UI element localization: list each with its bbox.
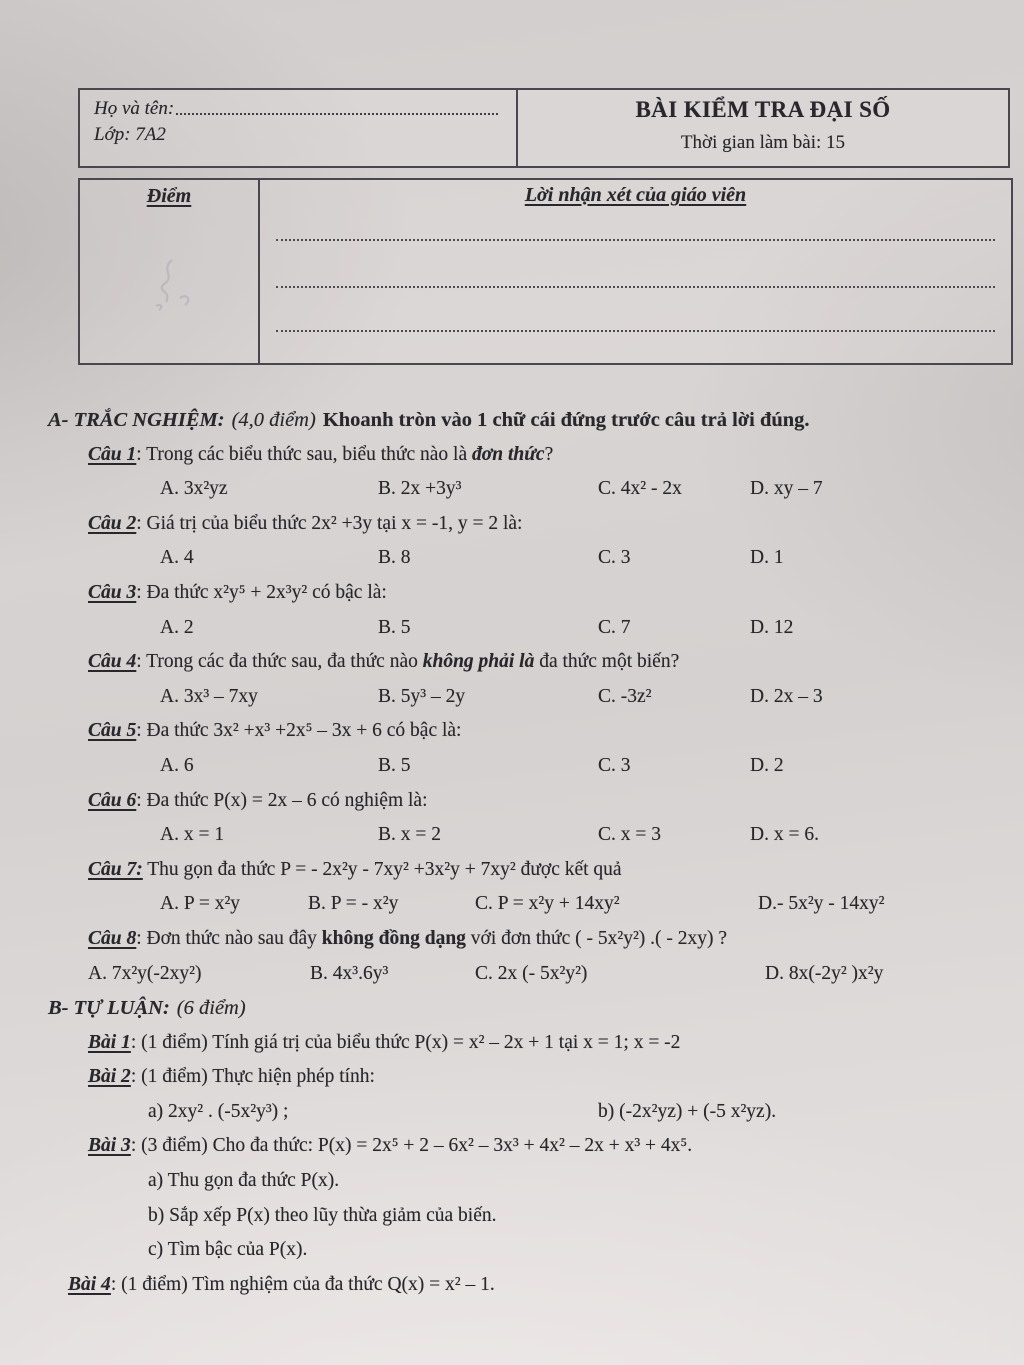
question-7 <box>88 853 1024 888</box>
problem-4-text: : (1 điểm) Tìm nghiệm của đa thức Q(x) = x² – 1. <box>110 1273 495 1295</box>
comment-label: Lời nhận xét của giáo viên <box>524 184 747 206</box>
question-6-options <box>88 818 1024 853</box>
question-7-text: Thu gọn đa thức P = - 2x²y - 7xy² +3x²y + 7xy² được kết quả <box>142 858 622 880</box>
test-body <box>0 403 1024 1302</box>
problem-3-label: Bài 3 <box>88 1135 131 1157</box>
question-4-text: : Trong các đa thức sau, đa thức nào <box>136 651 423 673</box>
option-d: D. xy – 7 <box>750 478 823 500</box>
time-limit: Thời gian làm bài: 15 <box>680 132 846 153</box>
option-b: B. 5 <box>378 616 411 638</box>
question-4-emphasis: không phải là <box>422 651 535 673</box>
question-3-text: : Đa thức x²y⁵ + 2x³y² có bậc là: <box>136 581 387 603</box>
header-table <box>78 88 1010 168</box>
option-d: D. 8x(-2y² )x²y <box>765 962 884 984</box>
problem-4 <box>68 1268 1024 1303</box>
problem-2-sub-b: b) (-2x²yz) + (-5 x²yz). <box>598 1100 777 1122</box>
question-6-label: Câu 6 <box>88 789 137 811</box>
option-d: D. 2x – 3 <box>750 685 823 707</box>
question-5 <box>88 714 1024 749</box>
option-b: B. 5 <box>378 754 411 776</box>
section-a-label: A- TRẮC NGHIỆM: <box>48 409 225 431</box>
option-c: C. -3z² <box>598 685 652 707</box>
student-info-cell <box>80 90 518 166</box>
name-dotted-line <box>176 99 498 115</box>
option-a: A. x = 1 <box>160 824 225 846</box>
option-b: B. P = - x²y <box>308 893 399 915</box>
question-5-options <box>88 749 1024 784</box>
question-1 <box>88 438 1024 473</box>
section-a-points: (4,0 điểm) <box>231 409 316 431</box>
option-c: C. x = 3 <box>598 824 662 846</box>
handwriting-mark <box>96 254 258 329</box>
problem-2-subitems <box>88 1095 1024 1130</box>
question-7-options <box>88 887 1024 922</box>
question-8-label: Câu 8 <box>88 927 137 949</box>
section-b-label: B- TỰ LUẬN: <box>48 997 170 1020</box>
problem-2-text: : (1 điểm) Thực hiện phép tính: <box>130 1066 375 1088</box>
option-b: B. 5y³ – 2y <box>378 685 466 707</box>
title-cell <box>518 90 1008 166</box>
question-6-text: : Đa thức P(x) = 2x – 6 có nghiệm là: <box>136 789 428 811</box>
option-a: A. 2 <box>160 616 194 638</box>
option-c: C. 2x (- 5x²y²) <box>475 962 588 984</box>
question-8-emphasis: không đồng dạng <box>321 927 466 949</box>
problem-2-sub-a: a) 2xy² . (-5x²y³) ; <box>148 1100 289 1122</box>
problem-3 <box>88 1129 1024 1164</box>
option-b: B. 8 <box>378 547 411 569</box>
question-4-text-post: đa thức một biến? <box>534 651 680 673</box>
question-2-text: : Giá trị của biểu thức 2x² +3y tại x = -1, y = 2 là: <box>136 512 523 534</box>
question-8-text-post: với đơn thức ( - 5x²y²) .( - 2xy) ? <box>465 927 728 949</box>
question-8-options <box>88 957 1024 992</box>
problem-4-label: Bài 4 <box>68 1273 111 1295</box>
question-3-options <box>88 611 1024 646</box>
question-1-text: : Trong các biểu thức sau, biểu thức nào là <box>136 443 473 465</box>
option-d: D. 12 <box>750 616 794 638</box>
grade-table <box>78 178 1013 365</box>
problem-3-sub-b: b) Sắp xếp P(x) theo lũy thừa giảm của biến. <box>148 1204 497 1226</box>
problem-3-sub-c: c) Tìm bậc của P(x). <box>148 1239 308 1261</box>
option-d: D. x = 6. <box>750 824 819 846</box>
question-3-label: Câu 3 <box>88 581 137 603</box>
question-1-emphasis: đơn thức <box>472 443 545 465</box>
option-a: A. 3x³ – 7xy <box>160 685 258 707</box>
option-a: A. 6 <box>160 754 194 776</box>
option-b: B. 4x³.6y³ <box>310 962 389 984</box>
document-title: BÀI KIỂM TRA ĐẠI SỐ <box>635 97 891 122</box>
name-label: Họ và tên: <box>94 98 175 119</box>
comment-cell <box>260 180 1011 363</box>
option-c: C. 4x² - 2x <box>598 478 682 500</box>
class-label: Lớp: 7A2 <box>94 124 166 145</box>
question-8-text: : Đơn thức nào sau đây <box>136 927 322 949</box>
option-c: C. 3 <box>598 754 631 776</box>
option-c: C. 3 <box>598 547 631 569</box>
option-c: C. 7 <box>598 616 631 638</box>
problem-1-label: Bài 1 <box>88 1031 131 1053</box>
score-cell <box>80 180 260 363</box>
question-7-label: Câu 7: <box>88 858 143 880</box>
section-a-instruction: Khoanh tròn vào 1 chữ cái đứng trước câu trả lời đúng. <box>322 409 810 431</box>
option-a: A. P = x²y <box>160 893 241 915</box>
option-a: A. 7x²y(-2xy²) <box>88 962 202 984</box>
problem-1 <box>88 1026 1024 1061</box>
problem-2 <box>88 1060 1024 1095</box>
option-a: A. 4 <box>160 547 194 569</box>
option-d: D. 2 <box>750 754 784 776</box>
option-c: C. P = x²y + 14xy² <box>475 893 620 915</box>
question-2 <box>88 507 1024 542</box>
name-row <box>94 98 504 120</box>
option-b: B. 2x +3y³ <box>378 478 462 500</box>
question-5-label: Câu 5 <box>88 720 137 742</box>
question-4 <box>88 645 1024 680</box>
question-1-options <box>88 472 1024 507</box>
question-5-text: : Đa thức 3x² +x³ +2x⁵ – 3x + 6 có bậc là: <box>136 720 462 742</box>
problem-1-text: : (1 điểm) Tính giá trị của biểu thức P(x) = x² – 2x + 1 tại x = 1; x = -2 <box>130 1031 681 1053</box>
dotted-line <box>276 241 995 288</box>
section-a-heading <box>48 403 1024 438</box>
dotted-line <box>276 288 995 332</box>
dotted-line <box>276 207 995 241</box>
problem-2-label: Bài 2 <box>88 1066 131 1088</box>
score-label: Điểm <box>146 185 192 207</box>
section-b-heading <box>48 991 1024 1026</box>
option-a: A. 3x²yz <box>160 478 228 500</box>
option-b: B. x = 2 <box>378 824 442 846</box>
question-2-label: Câu 2 <box>88 512 137 534</box>
question-2-options <box>88 541 1024 576</box>
problem-3-text: : (3 điểm) Cho đa thức: P(x) = 2x⁵ + 2 – 6x² – 3x³ + 4x² – 2x + x³ + 4x⁵. <box>130 1135 693 1157</box>
question-3 <box>88 576 1024 611</box>
question-4-label: Câu 4 <box>88 651 137 673</box>
question-1-text-post: ? <box>544 443 554 465</box>
question-8 <box>88 922 1024 957</box>
option-d: D.- 5x²y - 14xy² <box>758 893 885 915</box>
option-d: D. 1 <box>750 547 784 569</box>
problem-3-sub-a: a) Thu gọn đa thức P(x). <box>148 1170 340 1192</box>
question-4-options <box>88 680 1024 715</box>
question-6 <box>88 784 1024 819</box>
section-b-points: (6 điểm) <box>176 997 246 1020</box>
question-1-label: Câu 1 <box>88 443 137 465</box>
